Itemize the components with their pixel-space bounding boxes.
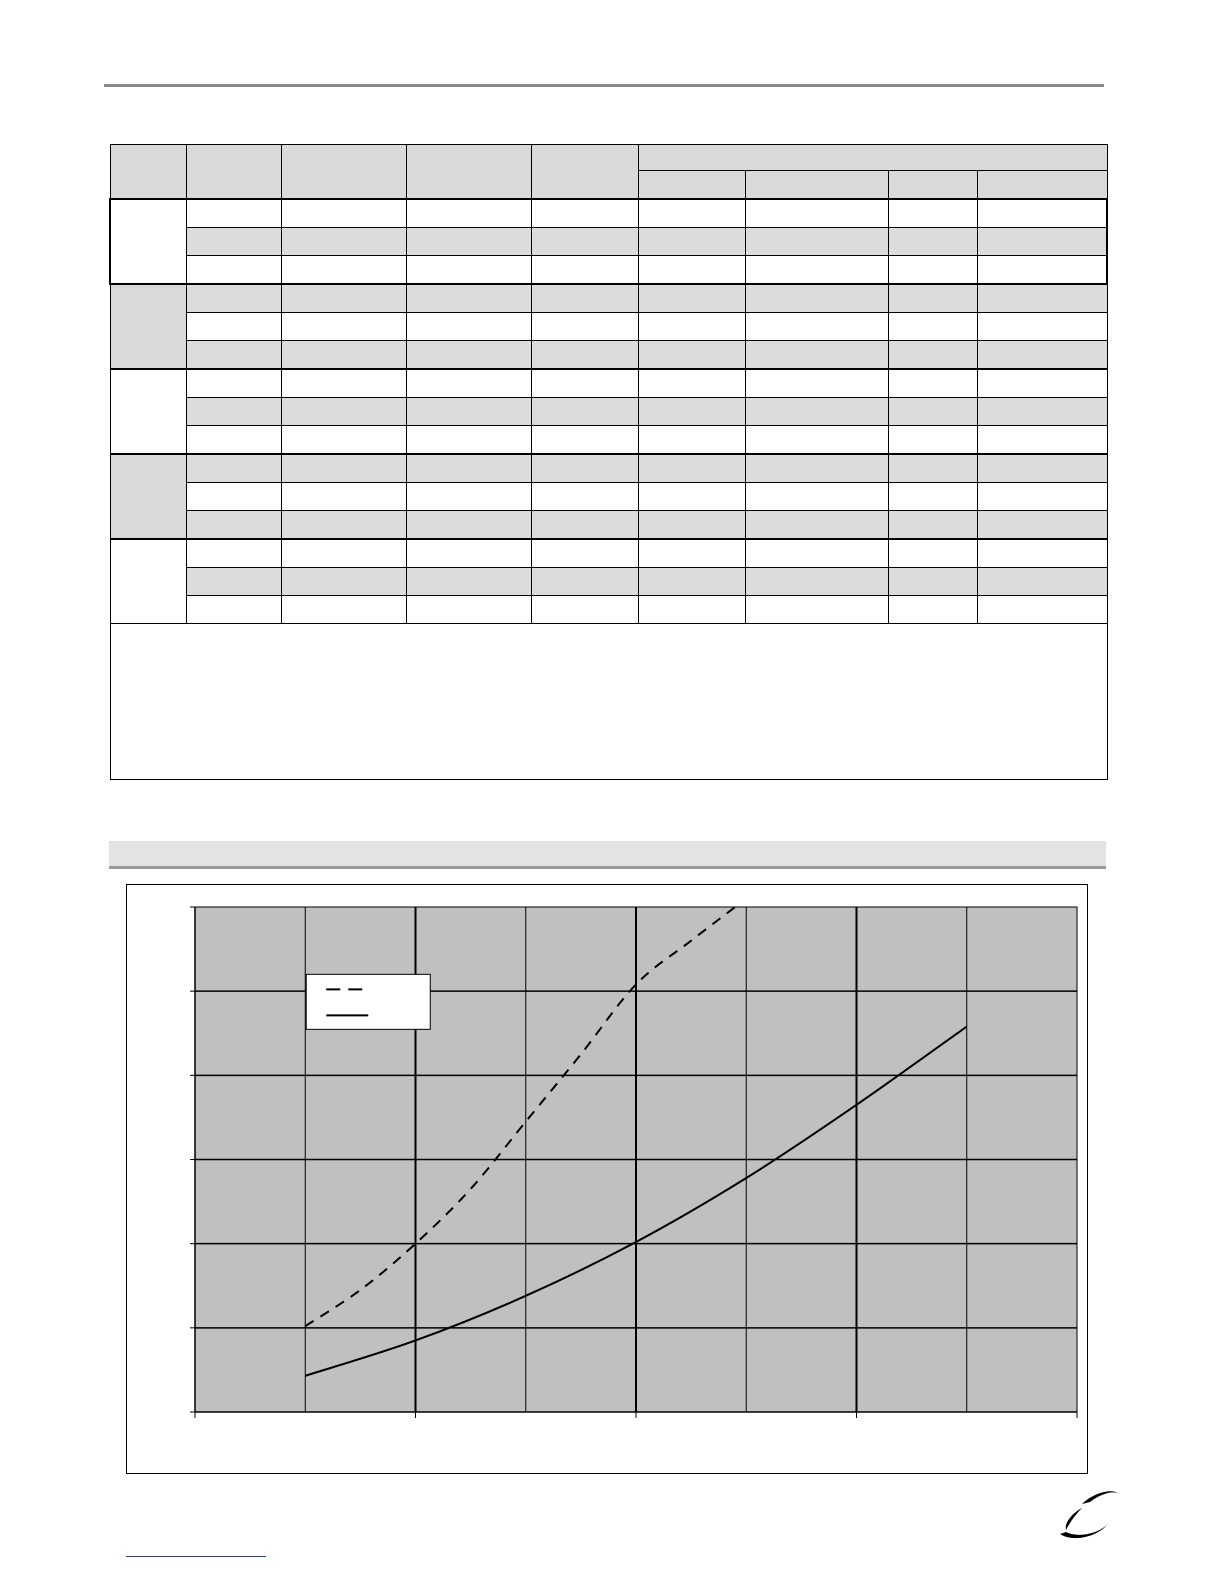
- table-cell: [745, 539, 888, 568]
- table-cell: [186, 341, 281, 370]
- table-header-cell: [186, 145, 281, 200]
- table-cell: [281, 341, 406, 370]
- table-subheader-cell: [745, 171, 888, 200]
- table-cell: [977, 284, 1107, 313]
- table-row: [110, 199, 1107, 228]
- table-cell: [186, 284, 281, 313]
- table-cell: [531, 369, 638, 398]
- table-cell: [531, 483, 638, 511]
- table-cell: [531, 228, 638, 256]
- table-cell: [406, 313, 531, 341]
- table-cell: [281, 426, 406, 455]
- table-cell: [977, 199, 1107, 228]
- table-cell: [186, 228, 281, 256]
- group-label-cell: [110, 369, 186, 454]
- table-cell: [977, 511, 1107, 540]
- table-cell: [406, 426, 531, 455]
- table-cell: [745, 341, 888, 370]
- table-cell: [888, 228, 977, 256]
- table-cell: [281, 369, 406, 398]
- table-notes-cell: [110, 624, 1107, 780]
- table-cell: [977, 228, 1107, 256]
- table-cell: [745, 398, 888, 426]
- table-cell: [638, 284, 745, 313]
- table-cell: [888, 199, 977, 228]
- table-cell: [531, 568, 638, 596]
- table-cell: [186, 483, 281, 511]
- section-header-bar: [109, 841, 1106, 869]
- table-cell: [281, 596, 406, 624]
- table-cell: [745, 228, 888, 256]
- table-cell: [186, 596, 281, 624]
- table-row: [110, 398, 1107, 426]
- table-cell: [888, 596, 977, 624]
- table-cell: [186, 454, 281, 483]
- spec-table: [109, 144, 1108, 780]
- table-cell: [186, 511, 281, 540]
- table-cell: [977, 313, 1107, 341]
- table-subheader-cell: [977, 171, 1107, 200]
- table-cell: [638, 313, 745, 341]
- table-cell: [638, 426, 745, 455]
- group-label-cell: [110, 539, 186, 624]
- table-cell: [745, 199, 888, 228]
- table-cell: [281, 228, 406, 256]
- table-row: [110, 228, 1107, 256]
- table-cell: [888, 454, 977, 483]
- table-notes-row: [110, 624, 1107, 780]
- table-cell: [638, 454, 745, 483]
- table-cell: [281, 568, 406, 596]
- table-cell: [638, 539, 745, 568]
- legend-box: [306, 974, 430, 1029]
- group-label-cell: [110, 284, 186, 369]
- table-subheader-cell: [888, 171, 977, 200]
- table-cell: [638, 341, 745, 370]
- table-cell: [406, 539, 531, 568]
- table-cell: [638, 398, 745, 426]
- footer-link-underline[interactable]: [126, 1556, 266, 1557]
- table-cell: [745, 454, 888, 483]
- table-row: [110, 369, 1107, 398]
- table-cell: [638, 511, 745, 540]
- table-cell: [638, 228, 745, 256]
- table-cell: [186, 426, 281, 455]
- table-cell: [977, 596, 1107, 624]
- table-cell: [406, 256, 531, 285]
- table-cell: [531, 341, 638, 370]
- table-row: [110, 539, 1107, 568]
- table-cell: [406, 511, 531, 540]
- table-cell: [977, 483, 1107, 511]
- company-logo-swoosh-icon: [1052, 1486, 1122, 1546]
- header-rule: [104, 84, 1104, 87]
- table-row: [110, 256, 1107, 285]
- table-cell: [186, 256, 281, 285]
- table-cell: [977, 256, 1107, 285]
- table-subheader-cell: [638, 171, 745, 200]
- table-cell: [745, 313, 888, 341]
- table-cell: [745, 568, 888, 596]
- table-cell: [888, 539, 977, 568]
- chart-frame: [126, 884, 1088, 1474]
- table-cell: [531, 398, 638, 426]
- table-header-cell: [531, 145, 638, 200]
- table-cell: [638, 369, 745, 398]
- table-cell: [888, 398, 977, 426]
- table-cell: [888, 284, 977, 313]
- table-header-group-cell: [638, 145, 1107, 171]
- table-cell: [977, 539, 1107, 568]
- table-cell: [638, 568, 745, 596]
- table-cell: [745, 483, 888, 511]
- table-cell: [531, 256, 638, 285]
- table-cell: [531, 284, 638, 313]
- table-cell: [186, 568, 281, 596]
- table-cell: [888, 341, 977, 370]
- table-cell: [531, 596, 638, 624]
- table-row: [110, 426, 1107, 455]
- table-cell: [977, 454, 1107, 483]
- table-cell: [406, 596, 531, 624]
- table-cell: [281, 313, 406, 341]
- table-row: [110, 454, 1107, 483]
- table-cell: [745, 369, 888, 398]
- table-cell: [186, 398, 281, 426]
- table-cell: [977, 369, 1107, 398]
- table-cell: [281, 539, 406, 568]
- table-cell: [977, 341, 1107, 370]
- table-cell: [888, 483, 977, 511]
- table-cell: [977, 426, 1107, 455]
- group-label-cell: [110, 199, 186, 284]
- table-cell: [281, 199, 406, 228]
- table-cell: [888, 568, 977, 596]
- table-cell: [281, 454, 406, 483]
- table-cell: [745, 284, 888, 313]
- table-cell: [531, 511, 638, 540]
- table-cell: [888, 511, 977, 540]
- table-cell: [531, 454, 638, 483]
- table-cell: [977, 398, 1107, 426]
- table-cell: [638, 199, 745, 228]
- table-cell: [531, 199, 638, 228]
- table-row: [110, 511, 1107, 540]
- table-cell: [281, 256, 406, 285]
- table-cell: [406, 199, 531, 228]
- table-cell: [281, 511, 406, 540]
- table-cell: [406, 284, 531, 313]
- table-header-cell: [406, 145, 531, 200]
- table-cell: [531, 426, 638, 455]
- table-cell: [406, 454, 531, 483]
- table-header-row-1: [110, 145, 1107, 171]
- table-cell: [406, 398, 531, 426]
- table-cell: [888, 369, 977, 398]
- table-row: [110, 483, 1107, 511]
- table-cell: [531, 539, 638, 568]
- table-cell: [186, 199, 281, 228]
- table-cell: [406, 568, 531, 596]
- table-cell: [281, 483, 406, 511]
- group-label-cell: [110, 454, 186, 539]
- table-cell: [888, 256, 977, 285]
- table-cell: [406, 228, 531, 256]
- table-row: [110, 284, 1107, 313]
- line-chart: [127, 885, 1087, 1473]
- table-cell: [638, 256, 745, 285]
- table-cell: [531, 313, 638, 341]
- table-cell: [406, 341, 531, 370]
- table-row: [110, 341, 1107, 370]
- table-cell: [406, 369, 531, 398]
- table-cell: [745, 596, 888, 624]
- table-cell: [888, 313, 977, 341]
- table-row: [110, 313, 1107, 341]
- table-cell: [888, 426, 977, 455]
- table-cell: [281, 398, 406, 426]
- table-cell: [745, 426, 888, 455]
- table-row: [110, 568, 1107, 596]
- table-cell: [186, 313, 281, 341]
- table-row: [110, 596, 1107, 624]
- table-cell: [977, 568, 1107, 596]
- table-cell: [638, 483, 745, 511]
- table-cell: [281, 284, 406, 313]
- table-cell: [186, 369, 281, 398]
- table-header-cell: [110, 145, 186, 200]
- table-header-cell: [281, 145, 406, 200]
- table-cell: [638, 596, 745, 624]
- table-cell: [406, 483, 531, 511]
- table-cell: [745, 511, 888, 540]
- table-cell: [745, 256, 888, 285]
- table-cell: [186, 539, 281, 568]
